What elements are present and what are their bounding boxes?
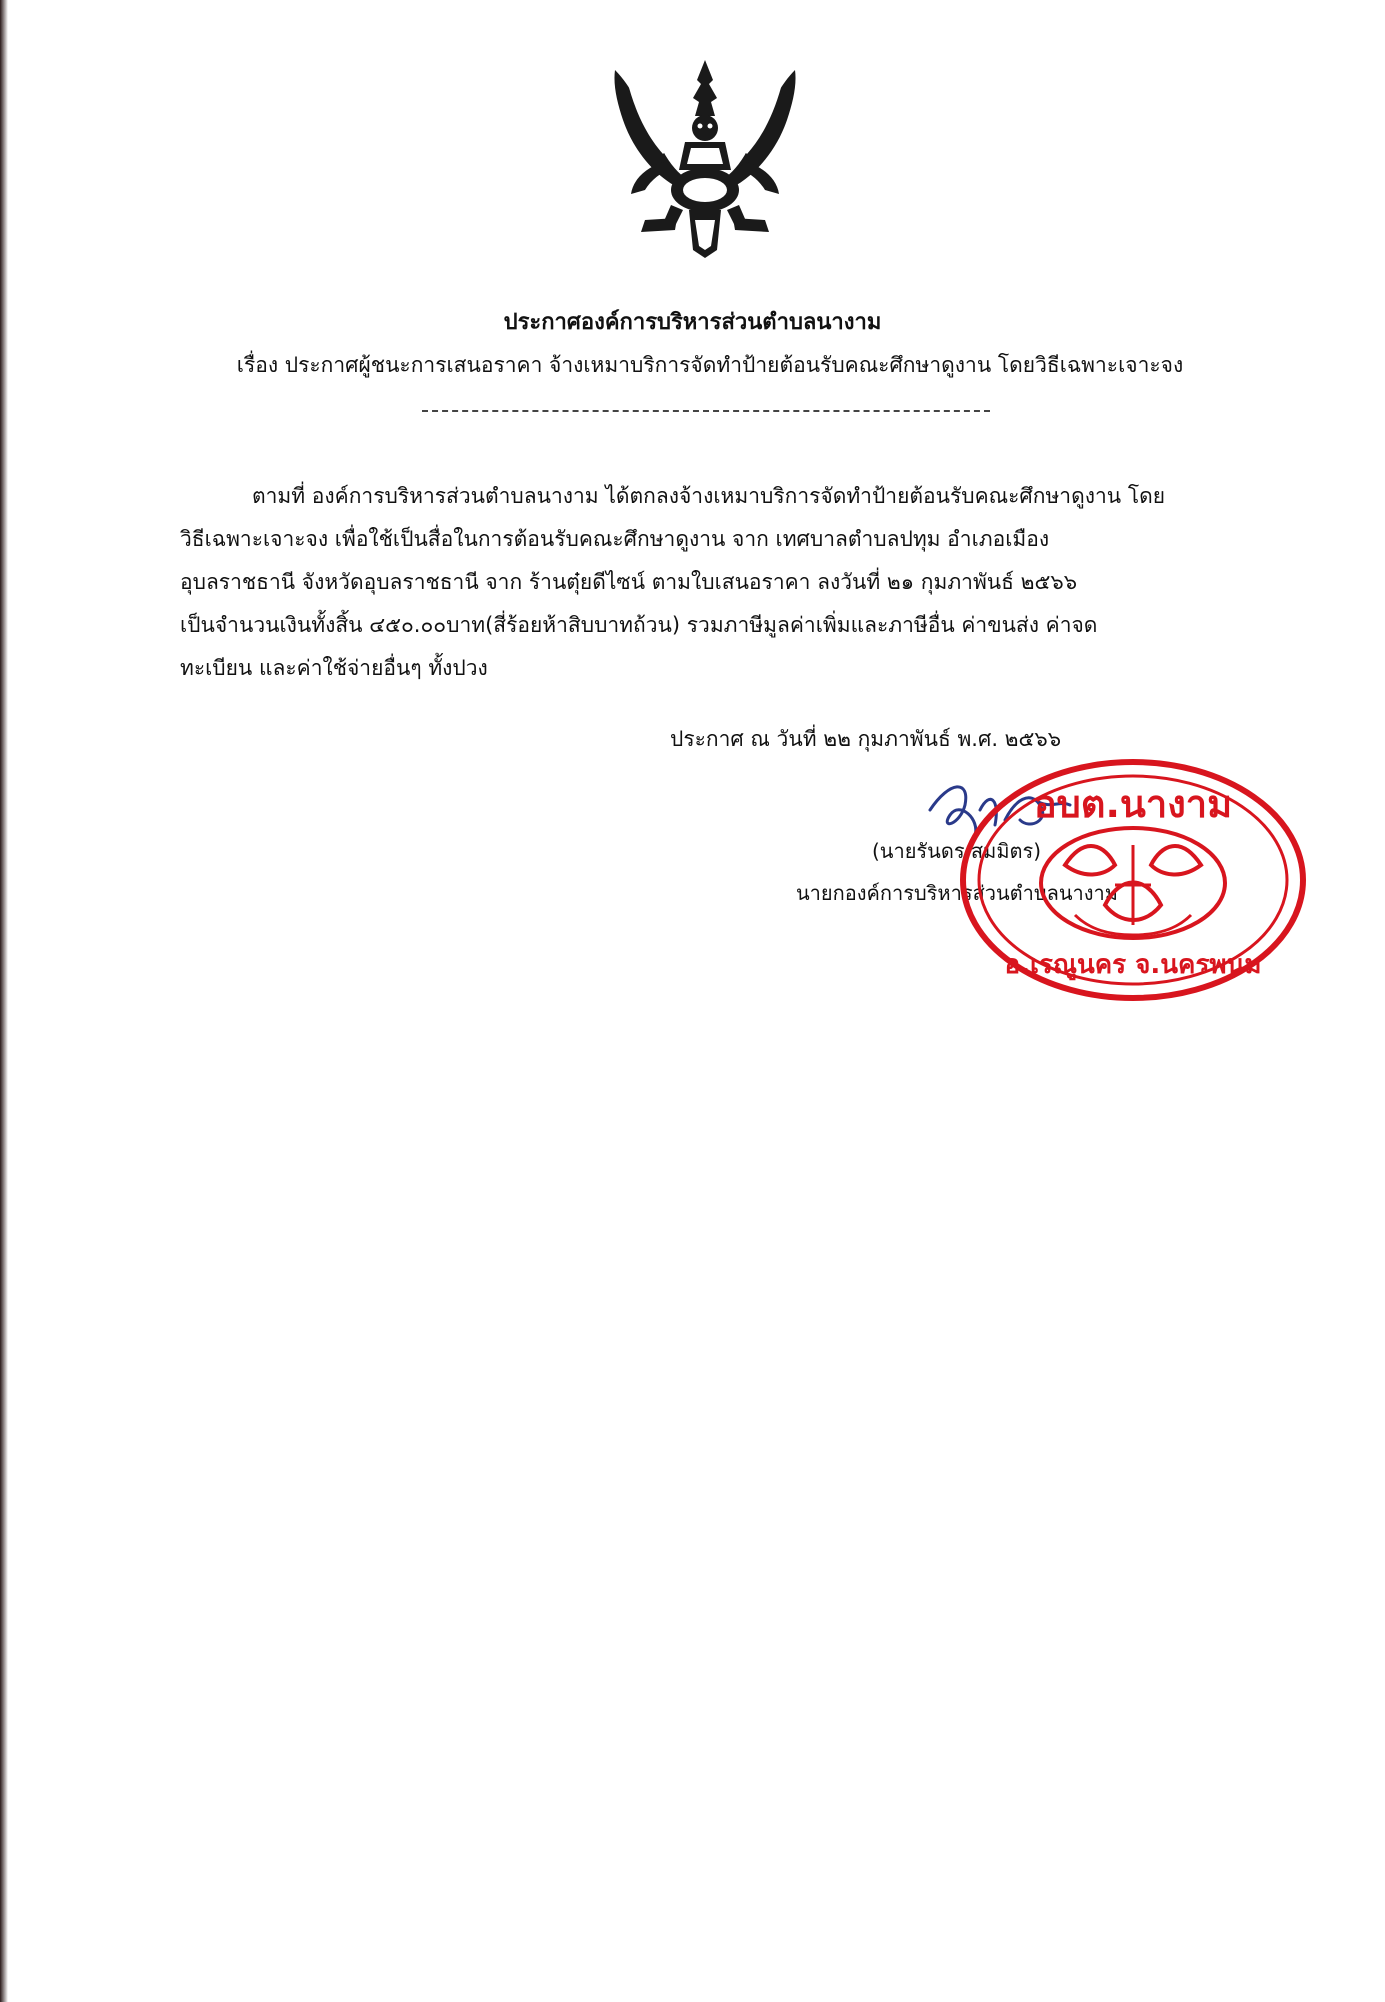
garuda-emblem: [605, 50, 805, 265]
stamp-bottom-text: อ.เรณูนคร จ.นครพนม: [1004, 950, 1262, 980]
official-red-stamp: [955, 755, 1310, 1005]
stamp-top-text: อบต.นางาม: [1033, 782, 1233, 826]
body-line: วิธีเฉพาะเจาะจง เพื่อใช้เป็นสื่อในการต้อนรับคณะศึกษาดูงาน จาก เทศบาลตำบลปทุม อำเภอเมือง: [180, 527, 1050, 551]
signer-position: นายกองค์การบริหารส่วนตำบลนางาม: [796, 881, 1118, 905]
announcement-subject: เรื่อง ประกาศผู้ชนะการเสนอราคา จ้างเหมาบริการจัดทำป้ายต้อนรับคณะศึกษาดูงาน โดยวิธีเฉพาะเจาะจง: [236, 353, 1184, 377]
announcement-title: ประกาศองค์การบริหารส่วนตำบลนางาม: [503, 310, 882, 335]
body-line: เป็นจำนวนเงินทั้งสิ้น ๔๕๐.๐๐บาท(สี่ร้อยห้าสิบบาทถ้วน) รวมภาษีมูลค่าเพิ่มและภาษีอื่น ค่าขนส่ง ค่าจด: [180, 613, 1098, 637]
announcement-date: ประกาศ ณ วันที่ ๒๒ กุมภาพันธ์ พ.ศ. ๒๕๖๖: [670, 727, 1062, 751]
body-line: อุบลราชธานี จังหวัดอุบลราชธานี จาก ร้านตุ๋ยดีไซน์ ตามใบเสนอราคา ลงวันที่ ๒๑ กุมภาพันธ์ ๒๕๖๖: [180, 570, 1078, 594]
announcement-body: [180, 475, 1240, 690]
body-line: ตามที่ องค์การบริหารส่วนตำบลนางาม ได้ตกลงจ้างเหมาบริการจัดทำป้ายต้อนรับคณะศึกษาดูงาน โดย: [252, 484, 1166, 508]
body-line: ทะเบียน และค่าใช้จ่ายอื่นๆ ทั้งปวง: [180, 656, 488, 680]
scan-edge-shadow: [0, 0, 8, 2002]
title-divider: [422, 410, 990, 412]
signer-name: (นายรันดร สมมิตร): [872, 839, 1042, 863]
